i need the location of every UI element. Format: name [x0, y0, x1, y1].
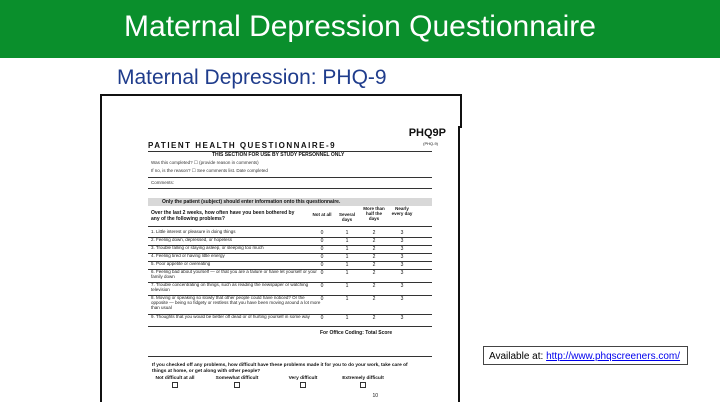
- item-score: 1: [345, 315, 349, 321]
- col-header: More than half the days: [363, 206, 385, 221]
- item-text: 1. Little interest or pleasure in doing things: [151, 229, 236, 234]
- doc-logo-sub: (PHQ-9): [423, 141, 438, 146]
- item-score: 0: [320, 296, 324, 302]
- item-score: 2: [372, 296, 376, 302]
- item-score: 3: [400, 246, 404, 252]
- divider: [148, 188, 432, 189]
- if-not-text: If no, is the reason? ☐ See comments list. Date completed: [151, 168, 268, 173]
- item-score: 0: [320, 230, 324, 236]
- item-text: 2. Feeling down, depressed, or hopeless: [151, 237, 233, 242]
- difficulty-question: If you checked off any problems, how difficult have these problems made it for you to do your work, take care of things at home, or get along with other people?: [152, 363, 408, 374]
- availability-note: [483, 346, 688, 365]
- item-score: 3: [400, 296, 404, 302]
- item-score: 1: [345, 238, 349, 244]
- item-score: 0: [320, 270, 324, 276]
- page-number: 10: [372, 393, 378, 399]
- item-text: 9. Thoughts that you would be better off dead or of hurting yourself in some way: [151, 314, 310, 319]
- item-score: 2: [372, 270, 376, 276]
- item-score: 2: [372, 254, 376, 260]
- item-score: 3: [400, 230, 404, 236]
- item-score: 3: [400, 315, 404, 321]
- doc-title: PATIENT HEALTH QUESTIONNAIRE-9: [148, 141, 337, 150]
- question-header: Over the last 2 weeks, how often have you been bothered by any of the following problems?: [151, 210, 295, 222]
- difficulty-option: Somewhat difficult: [212, 376, 262, 389]
- difficulty-option: Very difficult: [278, 376, 328, 389]
- office-use-label: THIS SECTION FOR USE BY STUDY PERSONNEL ONLY: [212, 152, 345, 158]
- availability-prefix: Available at:: [489, 351, 547, 362]
- title-banner: [0, 0, 720, 58]
- item-score: 1: [345, 296, 349, 302]
- item-text: 3. Trouble falling or staying asleep, or sleeping too much: [151, 245, 264, 250]
- item-score: 3: [400, 262, 404, 268]
- was-completed-text: Was this completed? ☐ (provide reason in comments): [151, 160, 259, 165]
- divider: [148, 177, 432, 178]
- col-header: Nearly every day: [391, 206, 413, 216]
- item-score: 0: [320, 254, 324, 260]
- item-score: 2: [372, 230, 376, 236]
- document-frame: [100, 94, 462, 128]
- item-score: 0: [320, 283, 324, 289]
- phq-screeners-link[interactable]: http://www.phqscreeners.com/: [546, 351, 681, 362]
- item-score: 0: [320, 262, 324, 268]
- item-score: 0: [320, 238, 324, 244]
- item-score: 1: [345, 283, 349, 289]
- item-text: 8. Moving or speaking so slowly that other people could have noticed? Or the opposite — being so fidgety or restless that you have been moving around a lot more than usual: [151, 295, 321, 310]
- item-score: 1: [345, 262, 349, 268]
- difficulty-option: Not difficult at all: [150, 376, 200, 389]
- item-score: 2: [372, 246, 376, 252]
- item-score: 2: [372, 262, 376, 268]
- slide-title: Maternal Depression Questionnaire: [124, 10, 596, 43]
- slide-subtitle: Maternal Depression: PHQ-9: [117, 66, 387, 89]
- item-score: 3: [400, 238, 404, 244]
- item-score: 1: [345, 230, 349, 236]
- item-text: 6. Feeling bad about yourself — or that you are a failure or have let yourself or your family down: [151, 269, 317, 279]
- item-text: 4. Feeling tired or having little energy: [151, 253, 225, 258]
- doc-logo: PHQ9P: [408, 127, 446, 139]
- item-score: 1: [345, 246, 349, 252]
- divider: [148, 226, 432, 227]
- item-score: 2: [372, 283, 376, 289]
- item-score: 3: [400, 254, 404, 260]
- difficulty-option: Extremely difficult: [338, 376, 388, 389]
- phq9-document-image: [100, 126, 460, 402]
- item-score: 2: [372, 238, 376, 244]
- item-text: 5. Poor appetite or overeating: [151, 261, 211, 266]
- item-text: 7. Trouble concentrating on things, such as reading the newspaper or watching television: [151, 282, 309, 292]
- item-score: 3: [400, 270, 404, 276]
- col-header: Not at all: [312, 212, 332, 217]
- item-score: 0: [320, 315, 324, 321]
- instruction-text: Only the patient (subject) should enter information onto this questionnaire.: [162, 199, 341, 205]
- divider: [148, 326, 432, 327]
- col-header: Several days: [338, 212, 355, 222]
- item-score: 0: [320, 246, 324, 252]
- item-score: 1: [345, 254, 349, 260]
- item-score: 3: [400, 283, 404, 289]
- item-score: 2: [372, 315, 376, 321]
- divider: [148, 356, 432, 357]
- comments-label: Comments:: [151, 180, 175, 185]
- item-score: 1: [345, 270, 349, 276]
- office-coding: For Office Coding: Total Score: [320, 330, 393, 336]
